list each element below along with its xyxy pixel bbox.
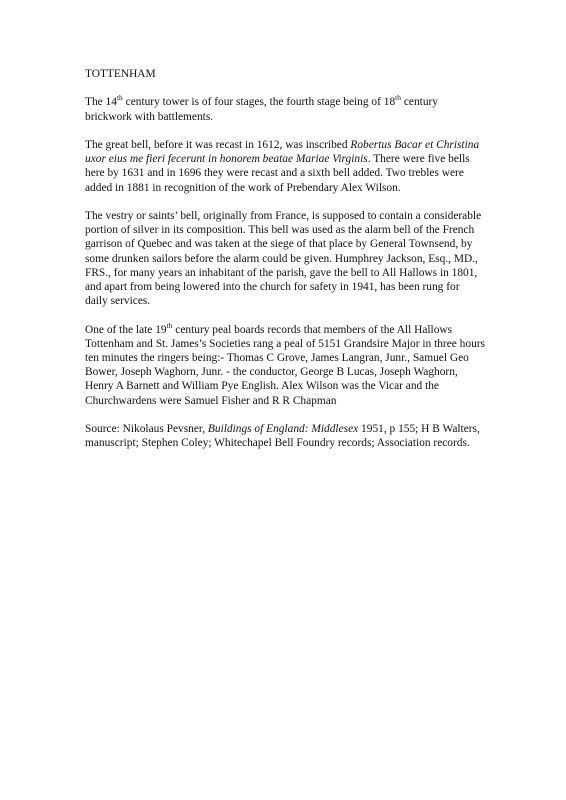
document-title: TOTTENHAM (85, 68, 156, 80)
document-body (85, 67, 485, 465)
bell-inscription: Robertus Bacar et Christina uxor eius me fieri fecerunt in honorem beatae Mariae Virginis (85, 138, 480, 166)
paragraph-great-bell: The great bell, before it was recast in 1612, was inscribed Robertus Bacar et Christina uxor eius me fieri fecerunt in honorem beatae Mariae Virginis. There were five bells here by 1631 and in 1696 they were recast and a sixth bell added. Two trebles were added in 1881 in recognition of the work of Prebendary Alex Wilson. (85, 138, 480, 194)
paragraph-peal-boards: One of the late 19th century peal boards records that members of the All Hallows Tottenham and St. James’s Societies rang a peal of 5151 Grandsire Major in three hours ten minutes the ringers being:- Thomas C Grove, James Langran, Junr., Samuel Geo Bower, Joseph Waghorn, Junr. - the conductor, George B Lucas, Joseph Waghorn, Henry A Barnett and William Pye English. Alex Wilson was the Vicar and the Churchwardens were Samuel Fisher and R R Chapman (85, 320, 485, 407)
paragraph-saints-bell: The vestry or saints’ bell, originally from France, is supposed to contain a considerable portion of silver in its composition. This bell was used as the alarm bell of the French garrison of Quebec and was taken at the siege of that place by General Townsend, by some drunken sailors before the alarm could be given. Humphrey Jackson, Esq., MD., FRS., for many years an inhabitant of the parish, gave the bell to All Hallows in 1801, and apart from being lowered into the church for safety in 1941, has been rung for daily services. (85, 209, 482, 308)
paragraph-tower: The 14th century tower is of four stages, the fourth stage being of 18th century brickwork with battlements. (85, 93, 439, 123)
source-book-title: Buildings of England: Middlesex (207, 423, 359, 435)
paragraph-source: Source: Nikolaus Pevsner, Buildings of England: Middlesex 1951, p 155; H B Walters, manuscript; Stephen Coley; Whitechapel Bell Foundry records; Association records. (85, 423, 480, 450)
